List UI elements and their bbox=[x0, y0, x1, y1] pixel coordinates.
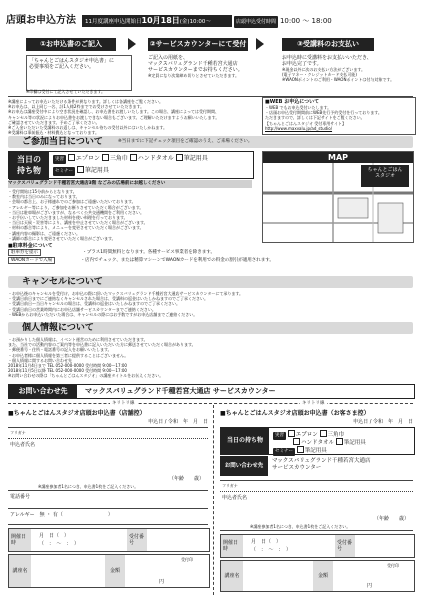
step-2-body bbox=[148, 55, 256, 78]
form-left-yen: 円 bbox=[159, 579, 165, 585]
web-line: ・WEB でもお申込受付いたします。 bbox=[265, 105, 332, 110]
web-line: ただきますので、詳しくは下記サイトをご覧ください。 bbox=[265, 115, 365, 121]
step-1-text2: 必要事項をご記入ください。 bbox=[29, 64, 95, 70]
bring-item: ハンドタオル bbox=[137, 155, 174, 162]
start-date: 10月18日 bbox=[141, 16, 180, 25]
form-left-schedule-value[interactable]: 月 日（ ） （ ： 〜 ： ） bbox=[39, 533, 80, 547]
web-box bbox=[262, 97, 416, 135]
checkbox[interactable] bbox=[77, 166, 84, 173]
checkbox[interactable] bbox=[102, 154, 109, 161]
bring-item: 筆記用具 bbox=[84, 167, 109, 174]
map-title: MAP bbox=[263, 152, 413, 163]
form-right-contact-label: お問い合わせ先 bbox=[220, 456, 268, 476]
notes-block bbox=[8, 99, 258, 135]
form-left-receipt-label: 受付番号 bbox=[127, 529, 147, 551]
parking-tag: WAONカードで入場 bbox=[8, 257, 55, 264]
bring-box bbox=[8, 151, 254, 179]
contact-label: お問い合わせ先 bbox=[9, 385, 77, 398]
hours-label: 店頭申込受付時間 bbox=[234, 16, 278, 28]
header-title: 店頭お申込方法 bbox=[6, 15, 76, 26]
bring-title1: 当日の bbox=[17, 155, 41, 164]
web-title: ■WEB お申込について bbox=[265, 99, 320, 105]
form-left-date: 申込日 / 令和 年 月 日 bbox=[148, 419, 208, 425]
step-2-note: ※定員になり次第締め切りとさせていただきます。 bbox=[148, 73, 240, 78]
step-3-note1: ※現金以外に次のお支払い方法がございます。 bbox=[282, 67, 366, 72]
start-label: 11月度講座申込開始日 bbox=[85, 19, 142, 25]
checkbox[interactable] bbox=[336, 438, 343, 445]
note-line: ※お申込は、以上同じ一名、計1人様2枠まででお受けさせていただきます。 bbox=[8, 104, 145, 110]
step-1-note: ※印欄は受付にて記入させていただきます。 bbox=[26, 89, 106, 94]
map bbox=[262, 151, 414, 243]
form-left-schedule-label: 開催日時 bbox=[9, 529, 31, 551]
note-line: キャンセル等の状況によりお申込書をお渡しできない場合もございます。ご理解いただけますようお願いいたします。 bbox=[8, 114, 220, 120]
parking-text: ・店内でチェック、または精算マシーンでWAONカードを利用での料金の割引が適用されます。 bbox=[80, 258, 274, 263]
day-notes-top bbox=[8, 189, 252, 241]
checkbox[interactable] bbox=[68, 154, 75, 161]
form-right-bring-row3 bbox=[273, 446, 327, 456]
form-right-contact bbox=[220, 456, 413, 476]
parking-tag: 駐車券を提示 bbox=[8, 249, 41, 256]
form-right-note: ※講座参加者1名につき、申込書1枚をご記入ください。 bbox=[250, 524, 351, 529]
step-1-box bbox=[26, 55, 132, 91]
note-line: ご確認させていただきます。予めご了承ください。 bbox=[8, 119, 100, 125]
privacy-note: ・お預かりした個人情報は、イベント運営のために利用させていただきます。 bbox=[8, 337, 148, 342]
section-privacy bbox=[8, 322, 413, 334]
bring-item: 三角巾 bbox=[109, 155, 128, 162]
arrow-icon bbox=[256, 38, 264, 50]
note-line: ※受講料は事前振込・材料費込となっております。 bbox=[8, 130, 100, 136]
form-right-schedule-value[interactable]: 月 日（ ） （ ： 〜 ： ） bbox=[251, 539, 292, 553]
day-note: ・材料の都合等により、メニューを変更させていただく場合がございます。 bbox=[8, 225, 144, 231]
bring-title bbox=[9, 152, 49, 180]
step-3-text1: お申込時に受講料をお支払いいただき、 bbox=[282, 55, 372, 61]
form-right-yen: 円 bbox=[367, 583, 373, 589]
cut-line-label: キリトリ線 bbox=[302, 401, 325, 406]
cancel-notes bbox=[8, 291, 413, 317]
cut-line-vertical bbox=[213, 405, 214, 595]
cut-line bbox=[8, 403, 413, 404]
web-url[interactable]: http://www.maxvalu.jp/ad_studio/ bbox=[265, 125, 333, 131]
step-1-label: ①お申込書のご記入 bbox=[26, 38, 116, 51]
form-right-receipt-label: 受付番号 bbox=[335, 535, 355, 557]
form-left-note: ※講座参加者1名につき、申込書1枚をご記入ください。 bbox=[38, 484, 139, 489]
privacy-note: ・郵便番号・住所・電話番号の記入をお願いいたします。 bbox=[8, 347, 112, 353]
cancel-note: ・受講日前日の営業時間内にお申込店舗サービスカウンターまでご連絡ください。 bbox=[8, 306, 156, 312]
step-2-text2: マックスバリュグランド千種若宮大通店 bbox=[148, 61, 238, 67]
web-line: ・店頭お申込受付期間前にWEB先行予約受付を行っております。 bbox=[265, 110, 382, 116]
day-note: ・会場の都合上、お子様連れでのご参加はご遠慮いただいております。 bbox=[8, 199, 136, 205]
form-left-amount-label: 金額 bbox=[105, 555, 125, 587]
bring-row2 bbox=[53, 166, 109, 176]
bring-tag-practice: 実習 bbox=[275, 433, 284, 438]
arrow-icon bbox=[128, 38, 136, 50]
privacy-notes bbox=[8, 337, 413, 379]
bring-title2: 持ち物 bbox=[17, 166, 41, 175]
step-2-text3: サービスカウンターまでお持ちください。 bbox=[148, 67, 243, 73]
bring-item: 筆記用具 bbox=[304, 448, 327, 454]
cancel-note: ・WEBからお申込いただいた場合は、キャンセルの際にはお手数ですがお申込店舗までご連絡ください。 bbox=[8, 311, 198, 317]
step-1-text1: 「ちゃんとごはんスタジオ申込書」に bbox=[29, 58, 115, 64]
step-3-body bbox=[282, 55, 412, 83]
form-right-amount-label: 金額 bbox=[313, 561, 333, 591]
contact-bar bbox=[8, 384, 415, 399]
note-line: ※講座によってお申込いただける条件が異なります。詳しくは各講座をご覧ください。 bbox=[8, 99, 164, 104]
day-note: ・講座内容の撮影は、ご遠慮ください。 bbox=[8, 230, 80, 236]
section-day-title: ご参加当日について bbox=[22, 137, 103, 147]
form-left bbox=[8, 408, 208, 594]
form-right-course-row bbox=[220, 560, 415, 592]
section-day-note: ※当日までに下記チェック項目をご確認のうえ、ご来場ください。 bbox=[118, 139, 253, 144]
form-right-course-label: 講座名 bbox=[221, 561, 243, 591]
contact-store: マックスバリュグランド千種若宮大通店 サービスカウンター bbox=[85, 387, 276, 395]
privacy-note: ・お申込者様に個人情報を第三者に提供することはございません。 bbox=[8, 352, 129, 358]
checkbox[interactable] bbox=[320, 430, 327, 437]
bring-item: エプロン bbox=[75, 155, 100, 162]
map-studio-label: ちゃんとごはん スタジオ bbox=[361, 165, 409, 187]
section-cancel bbox=[8, 276, 413, 288]
step-2-text1: ご記入の用紙を、 bbox=[148, 55, 189, 61]
bring-tag-seminar: セミナー bbox=[275, 449, 293, 454]
form-left-title: ■ちゃんとごはんスタジオ店頭お申込書（店舗控） bbox=[8, 410, 146, 417]
hours-value: 10:00 〜 18:00 bbox=[279, 17, 332, 25]
checkbox[interactable] bbox=[288, 430, 295, 437]
form-right-schedule-row bbox=[220, 534, 415, 558]
note-line: ※お申込は講座受付中により空き状況を確認し、お申込書をお渡しいたします。この場合、講座によっては受付期間、 bbox=[8, 109, 220, 115]
step-3-text2: お申込完了です。 bbox=[282, 61, 322, 67]
form-left-schedule-row bbox=[8, 528, 210, 552]
form-right-contact-value: マックスバリュグランド千種若宮大通店 サービスカウンター bbox=[272, 458, 371, 471]
cut-line-label: キリトリ線 bbox=[112, 401, 135, 406]
bring-item: エプロン bbox=[295, 432, 318, 438]
form-right-name-label: 申込者氏名 bbox=[222, 495, 248, 501]
day-note: ・お手伝いしていただきました材料を使い料理を行っております。 bbox=[8, 215, 128, 221]
cancel-note: ・受講日前日までにご連絡なくキャンセルされた場合は、受講料の返金はいたしかねますのでご了承ください。 bbox=[8, 296, 208, 302]
day-note: ・当日は駐車場がございますが、なるべく公共交通機関をご利用ください。 bbox=[8, 209, 144, 215]
form-left-phone-label: 電話番号 bbox=[10, 494, 31, 500]
bring-item: ハンドタオル bbox=[301, 440, 335, 446]
header-bar bbox=[6, 14, 415, 28]
parking-text: ・プラス1時間無料となります。各種サービス事業者を除きます。 bbox=[82, 250, 215, 255]
web-line: 【ちゃんとごはんスタジオ 受付専用サイト】 bbox=[265, 120, 346, 126]
form-left-furigana: フリガナ bbox=[10, 430, 26, 435]
contact-note: 2018年11月5日以降 TEL 052-000-0000 受付時間 9:00〜17:00 bbox=[8, 368, 127, 374]
step-3-note2: (電子マネー・クレジットカード支払可能) bbox=[282, 72, 357, 78]
form-right bbox=[220, 408, 413, 594]
day-note: ・受付開始は15分前からとなります。 bbox=[8, 189, 77, 194]
checkbox[interactable] bbox=[293, 438, 300, 445]
form-right-schedule-label: 開催日時 bbox=[221, 535, 243, 557]
parking-title: ■駐車料金について bbox=[8, 243, 53, 249]
form-right-age: （年齢 歳） bbox=[373, 516, 409, 522]
step-3-note3: ※WAONポイントのご利用・WAONポイントは付与対象です。 bbox=[282, 77, 395, 83]
parking-row bbox=[8, 250, 215, 256]
start-time: 10:00〜 bbox=[189, 19, 211, 25]
parking-row bbox=[8, 258, 274, 264]
hours-box bbox=[234, 15, 384, 27]
day-note: ・教室内は当日のみになっております。 bbox=[8, 194, 80, 200]
day-note: ・アレルギー等により、ご参加をお断りさせていただく場合がございます。 bbox=[8, 204, 144, 210]
form-right-bring bbox=[220, 427, 415, 455]
checkbox[interactable] bbox=[130, 154, 137, 161]
day-note: ・講師の都合により変更させていただく場合がございます。 bbox=[8, 235, 116, 241]
form-left-allergy[interactable]: アレルギー 無 ・ 有（ ） bbox=[10, 512, 113, 518]
section-day bbox=[8, 136, 413, 148]
section-cancel-title: キャンセルについて bbox=[22, 277, 103, 287]
bring-tag-seminar: セミナー bbox=[55, 169, 73, 174]
start-day: (金) bbox=[179, 19, 190, 25]
bring-row1 bbox=[53, 154, 208, 164]
highlight-line: マックスバリュグランド千種若宮大通店3階 なごみの広場前にお越しください bbox=[8, 180, 252, 188]
checkbox[interactable] bbox=[297, 446, 304, 453]
privacy-note: また、当社での活動内容のご案内等を申込書に記入いただいた方に郵送させていただく場合があります。 bbox=[8, 342, 196, 348]
bring-item: 筆記用具 bbox=[343, 440, 366, 446]
contact-note: ・個人情報に関するお問い合わせ先 bbox=[8, 357, 72, 363]
section-privacy-title: 個人情報について bbox=[22, 323, 94, 333]
bring-item: 筆記用具 bbox=[183, 155, 208, 162]
form-right-title: ■ちゃんとごはんスタジオ店頭お申込書（お客さま控） bbox=[220, 410, 370, 417]
form-left-course-label: 講座名 bbox=[9, 555, 31, 587]
day-note: ・当日は天候・災害等により、講座を中止させていただく場合がございます。 bbox=[8, 220, 148, 226]
checkbox[interactable] bbox=[176, 154, 183, 161]
note-line: ※ご入金いただいた受講料のお返しは、キャンセル待ちの受付以外にはいたしかねます。 bbox=[8, 125, 168, 131]
start-box bbox=[82, 15, 232, 27]
form-right-date: 申込日 / 令和 年 月 日 bbox=[353, 419, 413, 425]
form-right-furigana: フリガナ bbox=[222, 483, 238, 488]
form-right-bring-label: 当日の持ち物 bbox=[221, 428, 269, 454]
form-left-name-label: 申込者氏名 bbox=[10, 442, 36, 448]
cancel-note: ・受講日前日〜当日キャンセルの場合は、受講料の返金はいたしかねますのでご了承ください。 bbox=[8, 301, 180, 307]
form-left-age: （年齢 歳） bbox=[168, 476, 204, 482]
contact-note: 2018年11月4日まで TEL 052-000-0000 受付時間 9:00〜17:00 bbox=[8, 363, 127, 369]
step-3-label: ③受講料のお支払い bbox=[282, 38, 374, 51]
step-2-label: ②サービスカウンターにて受付 bbox=[148, 38, 248, 51]
bring-tag-practice: 実習 bbox=[55, 157, 64, 162]
form-left-stamp: 受付印 bbox=[181, 557, 193, 562]
contact-note: ※お問い合わせの際は「ちゃんとごはんスタジオ」の講座タイトルをお伝えください。 bbox=[8, 373, 164, 379]
cancel-note: ・お申込後のキャンセルを受付け、お申込の際に頂いたマックスバリュグランド千種若宮大通店サービスカウンターにて承ります。 bbox=[8, 291, 244, 296]
bring-item: 三角巾 bbox=[327, 432, 345, 438]
form-left-course-row bbox=[8, 554, 210, 588]
form-right-stamp: 受付印 bbox=[387, 563, 399, 568]
